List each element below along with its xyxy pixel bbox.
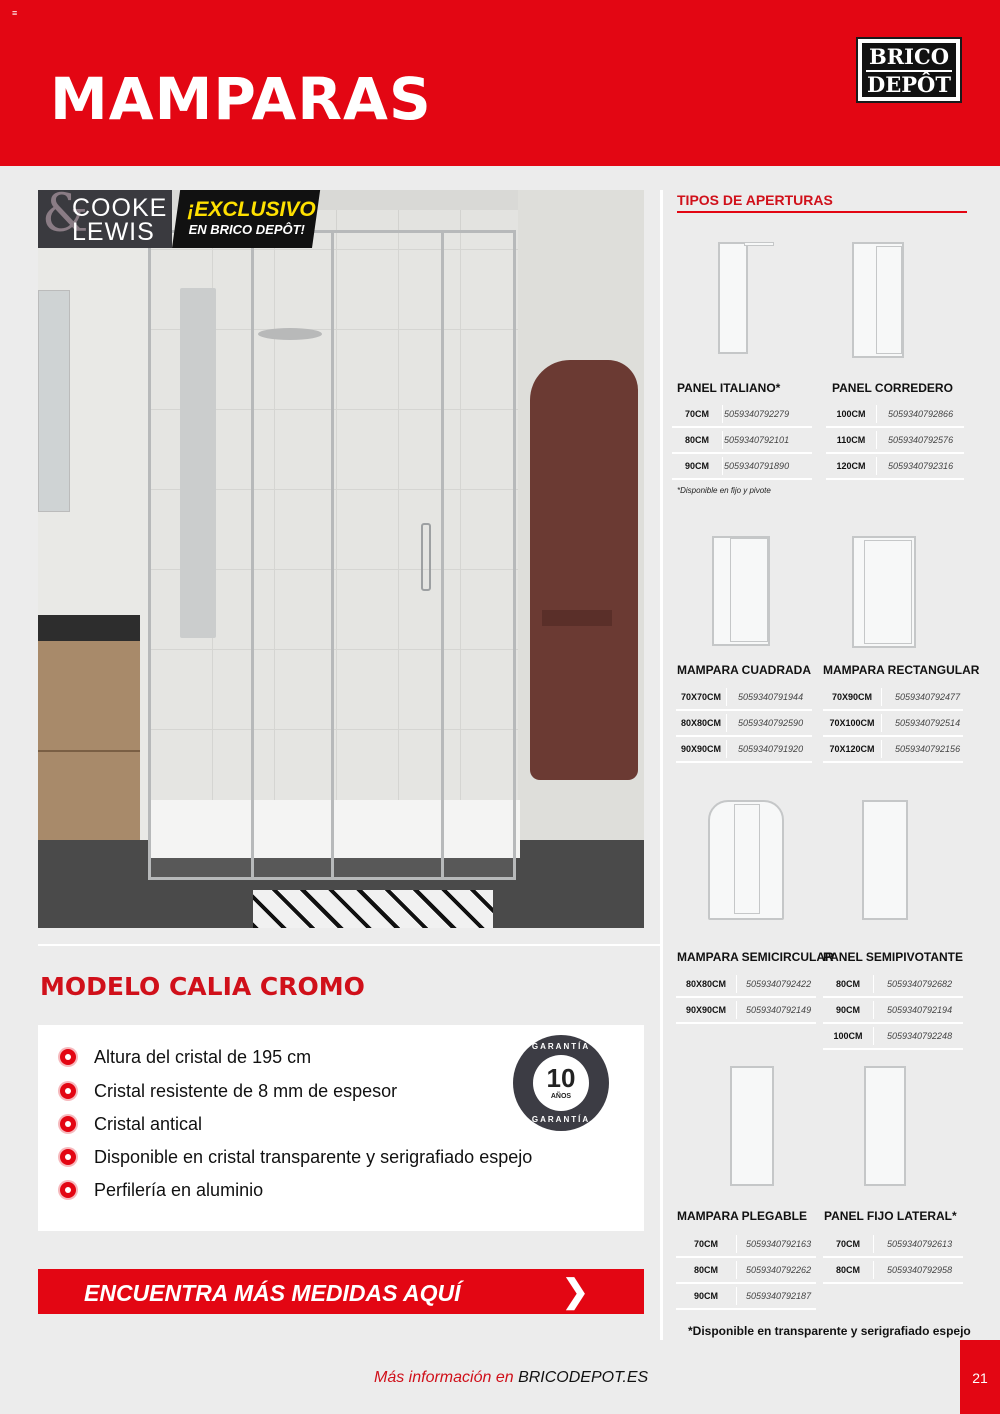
table-row: 100CM 5059340792248 bbox=[823, 1024, 963, 1050]
rug bbox=[253, 890, 493, 928]
warranty-badge: GARANTÍA 10 AÑOS GARANTÍA bbox=[513, 1035, 609, 1131]
product-name: MAMPARA CUADRADA bbox=[677, 663, 811, 677]
table-row: 80CM 5059340792101 bbox=[672, 428, 812, 454]
table-row: 100CM 5059340792866 bbox=[826, 402, 964, 428]
types-underline bbox=[677, 211, 967, 213]
product-name: PANEL CORREDERO bbox=[832, 381, 953, 395]
table-row: 80CM 5059340792958 bbox=[823, 1258, 963, 1284]
table-row: 90CM 5059340792194 bbox=[823, 998, 963, 1024]
table-row: 70X90CM 5059340792477 bbox=[823, 685, 963, 711]
bullet-icon bbox=[60, 1182, 76, 1198]
table-row: 80CM 5059340792262 bbox=[676, 1258, 816, 1284]
types-title: TIPOS DE APERTURAS bbox=[677, 192, 833, 208]
mirror bbox=[38, 290, 70, 512]
feature-item: Perfilería en aluminio bbox=[60, 1176, 263, 1204]
logo-line2: DEPÔT bbox=[867, 72, 951, 97]
page-header bbox=[0, 0, 1000, 166]
feature-item: Disponible en cristal transparente y serigrafiado espejo bbox=[60, 1143, 532, 1171]
mampara-semicircular-image bbox=[706, 798, 776, 918]
cooke-lewis-brand: & COOKE LEWIS bbox=[38, 190, 172, 248]
size-table bbox=[823, 972, 963, 1050]
exclusive-badge: ¡EXCLUSIVO EN BRICO DEPÔT! bbox=[172, 190, 320, 248]
table-row: 90CM 5059340791890 bbox=[672, 454, 812, 480]
size-table bbox=[672, 402, 812, 480]
logo-line1: BRICO bbox=[868, 44, 950, 69]
feature-item: Cristal antical bbox=[60, 1110, 202, 1138]
size-table bbox=[823, 1232, 963, 1284]
table-row: 70X70CM 5059340791944 bbox=[676, 685, 812, 711]
size-table bbox=[676, 1232, 816, 1310]
table-row: 80CM 5059340792682 bbox=[823, 972, 963, 998]
page-title: MAMPARAS bbox=[50, 65, 432, 133]
mampara-plegable-image bbox=[728, 1064, 798, 1184]
bathrobe bbox=[530, 360, 638, 780]
product-name: PANEL ITALIANO* bbox=[677, 381, 781, 395]
bullet-icon bbox=[60, 1049, 76, 1065]
product-name: PANEL SEMIPIVOTANTE bbox=[823, 950, 964, 964]
features-box bbox=[38, 1025, 644, 1231]
page-number: 21 bbox=[960, 1340, 1000, 1414]
table-row: 70CM 5059340792163 bbox=[676, 1232, 816, 1258]
italiano-note: *Disponible en fijo y pivote bbox=[677, 486, 771, 495]
mampara-cuadrada-image bbox=[710, 534, 780, 654]
column-divider bbox=[660, 190, 663, 1340]
table-row: 90X90CM 5059340791920 bbox=[676, 737, 812, 763]
website-link[interactable]: BRICODEPOT.ES bbox=[518, 1369, 649, 1386]
table-row: 70X120CM 5059340792156 bbox=[823, 737, 963, 763]
size-table bbox=[823, 685, 963, 763]
panel-corredero-image bbox=[852, 240, 922, 360]
door-handle bbox=[421, 523, 431, 591]
table-row: 70CM 5059340792613 bbox=[823, 1232, 963, 1258]
product-name: PANEL FIJO LATERAL* bbox=[824, 1209, 957, 1223]
bullet-icon bbox=[60, 1083, 76, 1099]
panel-semipivotante-image bbox=[860, 798, 930, 918]
feature-item: Altura del cristal de 195 cm bbox=[60, 1043, 311, 1071]
feature-item: Cristal resistente de 8 mm de espesor bbox=[60, 1077, 397, 1105]
table-row: 70CM 5059340792279 bbox=[672, 402, 812, 428]
size-table bbox=[826, 402, 964, 480]
panel-italiano-image bbox=[714, 240, 784, 360]
product-photo bbox=[38, 190, 644, 928]
product-name: MAMPARA SEMICIRCULAR bbox=[677, 950, 834, 964]
model-title: MODELO CALIA CROMO bbox=[40, 972, 365, 1001]
chevron-right-icon: ❯ bbox=[562, 1273, 589, 1309]
shower-screen bbox=[148, 230, 516, 880]
table-row: 90X90CM 5059340792149 bbox=[676, 998, 816, 1024]
more-sizes-button[interactable] bbox=[38, 1269, 644, 1314]
table-row: 80X80CM 5059340792422 bbox=[676, 972, 816, 998]
size-table bbox=[676, 972, 816, 1024]
table-row: 90CM 5059340792187 bbox=[676, 1284, 816, 1310]
panel-fijo-lateral-image bbox=[862, 1064, 932, 1184]
footer-info: Más información en BRICODEPOT.ES bbox=[374, 1369, 649, 1386]
bullet-icon bbox=[60, 1149, 76, 1165]
divider bbox=[38, 944, 660, 946]
table-row: 80X80CM 5059340792590 bbox=[676, 711, 812, 737]
more-sizes-label: ENCUENTRA MÁS MEDIDAS AQUÍ bbox=[84, 1280, 461, 1306]
table-row: 120CM 5059340792316 bbox=[826, 454, 964, 480]
size-table bbox=[676, 685, 812, 763]
mampara-rectangular-image bbox=[850, 534, 920, 654]
bullet-icon bbox=[60, 1116, 76, 1132]
availability-note: *Disponible en transparente y serigrafiado espejo bbox=[688, 1324, 971, 1338]
menu-icon[interactable]: ≡ bbox=[12, 8, 18, 18]
table-row: 110CM 5059340792576 bbox=[826, 428, 964, 454]
product-name: MAMPARA PLEGABLE bbox=[677, 1209, 807, 1223]
product-name: MAMPARA RECTANGULAR bbox=[823, 663, 980, 677]
table-row: 70X100CM 5059340792514 bbox=[823, 711, 963, 737]
brico-depot-logo[interactable] bbox=[856, 37, 962, 103]
